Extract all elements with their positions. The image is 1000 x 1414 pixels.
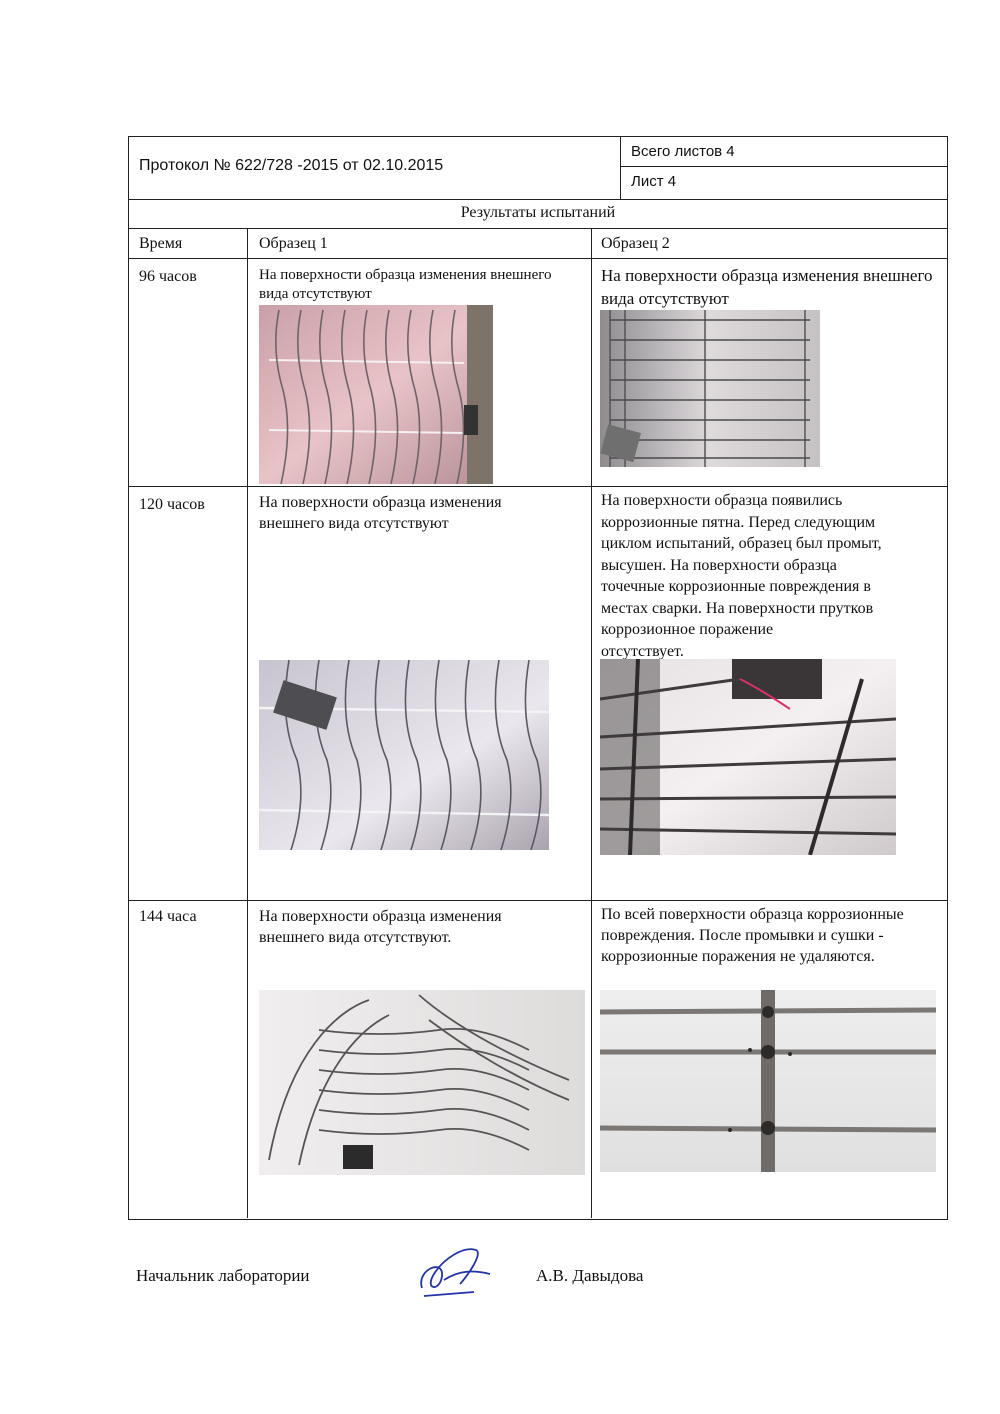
table-rule: [129, 228, 947, 229]
signature-icon: [414, 1240, 494, 1300]
text-line: отсутствует.: [601, 642, 684, 660]
protocol-cell: [129, 137, 621, 199]
protocol-number: Протокол № 622/728 -2015 от 02.10.2015: [139, 157, 444, 174]
row-time: 96 часов: [139, 268, 197, 285]
row-sample1-text: На поверхности образца изменения внешнего вида отсутствуют: [259, 494, 502, 532]
row-time: 144 часа: [139, 908, 197, 925]
table-rule: [129, 486, 947, 487]
protocol-header: [128, 136, 948, 200]
text-line: циклом испытаний, образец был промыт,: [601, 535, 882, 552]
wire-rack-photo: [259, 660, 549, 850]
total-sheets: Всего листов 4: [631, 143, 735, 160]
text-line: высушен. На поверхности образца: [601, 556, 837, 574]
row-sample2-text: [601, 490, 946, 662]
column-header-time: Время: [139, 235, 183, 252]
text-line: коррозионные пятна. Перед следующим: [601, 513, 876, 531]
signatory-name: А.В. Давыдова: [536, 1266, 644, 1285]
text-line: На поверхности образца появились: [601, 492, 843, 509]
text-line: коррозионное поражение: [601, 621, 774, 638]
wire-rack-closeup-photo: [600, 659, 896, 855]
total-sheets-cell: [621, 137, 947, 167]
column-header-sample2: Образец 2: [601, 235, 670, 252]
row-time: 120 часов: [139, 496, 205, 513]
column-rule: [591, 228, 592, 1218]
wire-rack-curved-photo: [259, 990, 585, 1175]
wire-rack-photo-pink: [259, 305, 493, 484]
row-sample1-text: На поверхности образца изменения внешнего вида отсутствуют: [259, 267, 552, 302]
row-sample2-text: По всей поверхности образца коррозионные повреждения. После промывки и сушки - коррозионные поражения не удаляются.: [601, 906, 904, 965]
row-sample1-text: На поверхности образца изменения внешнего вида отсутствуют.: [259, 908, 502, 946]
column-header-sample1: Образец 1: [259, 235, 328, 252]
table-rule: [129, 900, 947, 901]
column-rule: [247, 228, 248, 1218]
text-line: местах сварки. На поверхности прутков: [601, 599, 874, 617]
wire-weld-closeup-photo: [600, 990, 936, 1172]
wire-rack-photo-grey: [600, 310, 820, 467]
results-title: Результаты испытаний: [460, 204, 616, 221]
text-line: точечные коррозионные повреждения в: [601, 578, 871, 595]
table-rule: [129, 258, 947, 259]
row-sample2-text: На поверхности образца изменения внешнего вида отсутствуют: [601, 266, 933, 308]
sheet-cell: [621, 167, 947, 199]
sheet-number: Лист 4: [631, 173, 677, 190]
signatory-position: Начальник лаборатории: [136, 1266, 310, 1285]
